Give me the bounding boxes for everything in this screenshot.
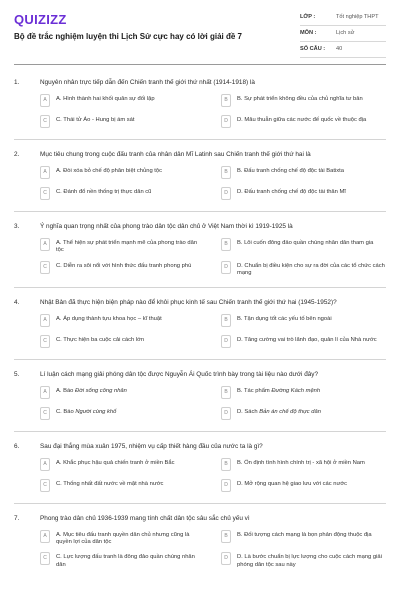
option-prefix: C. Báo	[56, 408, 76, 415]
option-text: B. Lôi cuốn đông đảo quần chúng nhân dân tham gia	[237, 240, 374, 246]
meta-label: LỚP :	[300, 14, 316, 20]
question-text: Sau đại thắng mùa xuân 1975, nhiệm vụ cấp thiết hàng đầu của nước ta là gì?	[40, 442, 263, 450]
option-letter-box: B	[221, 238, 231, 251]
option-title-italic: Đời sống công nhân	[75, 387, 127, 394]
quizizz-logo: QUIZIZZ	[14, 12, 67, 27]
option-letter-box: B	[221, 386, 231, 399]
meta-row-subject	[300, 26, 386, 42]
option-text: A. Thể hiện sự phát triển mạnh mẽ của phong trào dân tộc	[56, 240, 198, 254]
option-letter-box: B	[221, 166, 231, 179]
answer-option-a[interactable]	[40, 238, 205, 255]
option-text: D. Là bước chuẩn bị lực lượng cho cuộc cách mạng giải phóng dân tộc sau này	[237, 554, 382, 568]
answer-option-c[interactable]	[40, 552, 205, 569]
option-letter-box: C	[40, 479, 50, 492]
option-text: C. Đánh đổ nền thống trị thực dân cũ	[56, 189, 152, 195]
answer-option-d[interactable]	[221, 407, 386, 422]
option-prefix: D. Sách	[237, 408, 260, 415]
option-letter-box: A	[40, 458, 50, 471]
option-letter-box: D	[221, 261, 231, 274]
question-block	[14, 299, 386, 360]
answer-option-c[interactable]	[40, 335, 205, 350]
option-text: A. Đòi xóa bỏ chế độ phân biệt chủng tộc	[56, 168, 163, 174]
document-title: Bộ đề trắc nghiệm luyện thi Lịch Sử cực hay có lời giải đề 7	[14, 32, 242, 41]
answer-option-a[interactable]	[40, 530, 205, 547]
option-text: A. Khắc phục hậu quả chiến tranh ở miền Bắc	[56, 459, 175, 466]
answer-option-c[interactable]	[40, 479, 205, 494]
option-text: B. Đấu tranh chống chế độ độc tài Batixta	[237, 168, 344, 174]
option-text: D. Mở rộng quan hệ giao lưu với các nước	[237, 480, 348, 487]
answer-option-b[interactable]	[221, 314, 386, 329]
option-letter-box: D	[221, 407, 231, 420]
question-header	[14, 443, 386, 451]
option-text: C. Lực lượng đấu tranh là đông đảo quần chúng nhân dân	[56, 554, 195, 568]
option-letter-box: D	[221, 552, 231, 565]
option-text: B. Sự phát triển không đều của chủ nghĩa tư bản	[237, 96, 363, 102]
question-header	[14, 371, 386, 379]
answer-option-d[interactable]	[221, 552, 386, 569]
option-letter-box: C	[40, 115, 50, 128]
question-number: 7.	[14, 514, 20, 522]
answer-option-d[interactable]	[221, 335, 386, 350]
answer-options	[40, 94, 386, 130]
option-text: D. Mâu thuẫn giữa các nước đế quốc về thuộc địa	[237, 117, 367, 123]
option-letter-box: A	[40, 94, 50, 107]
option-text: D. Tăng cường vai trò lãnh đạo, quản lí của Nhà nước	[237, 336, 377, 343]
option-letter-box: A	[40, 386, 50, 399]
meta-label: MÔN :	[300, 30, 317, 36]
meta-row-count	[300, 42, 386, 58]
option-text: C. Diễn ra sôi nổi với hình thức đấu tranh phong phú	[56, 262, 192, 269]
answer-option-a[interactable]	[40, 314, 205, 329]
meta-value: 40	[336, 46, 343, 52]
option-text: C. Thực hiện ba cuộc cải cách lớn	[56, 336, 145, 343]
answer-options	[40, 238, 386, 278]
option-prefix: A. Báo	[56, 387, 76, 394]
option-prefix: B. Tác phẩm	[237, 387, 272, 394]
option-letter-box: C	[40, 187, 50, 200]
question-header	[14, 79, 386, 87]
answer-options	[40, 530, 386, 570]
answer-option-a[interactable]	[40, 458, 205, 473]
option-letter-box: D	[221, 335, 231, 348]
answer-option-c[interactable]	[40, 187, 205, 202]
option-letter-box: B	[221, 94, 231, 107]
option-text	[56, 407, 116, 416]
question-number: 4.	[14, 298, 20, 306]
option-letter-box: A	[40, 314, 50, 327]
option-letter-box: C	[40, 407, 50, 420]
question-number: 2.	[14, 151, 20, 158]
meta-row-grade	[300, 10, 386, 26]
question-number: 1.	[14, 79, 20, 86]
question-text: Lí luận cách mạng giải phóng dân tộc được Nguyễn Ái Quốc trình bày trong tài liệu nào dưới đây?	[40, 370, 319, 378]
meta-label: SỐ CÂU :	[300, 46, 326, 52]
option-letter-box: D	[221, 187, 231, 200]
option-text: D. Đấu tranh chống chế độ độc tài thân Mĩ	[237, 189, 346, 195]
question-list	[14, 79, 386, 578]
answer-option-b[interactable]	[221, 386, 386, 401]
meta-value: Tốt nghiệp THPT	[336, 14, 379, 20]
question-block	[14, 151, 386, 212]
answer-option-b[interactable]	[221, 458, 386, 473]
option-title-italic: Bản án chế độ thực dân	[259, 408, 321, 415]
answer-option-b[interactable]	[221, 166, 386, 181]
option-text	[56, 386, 127, 395]
question-block	[14, 515, 386, 579]
question-text: Ý nghĩa quan trọng nhất của phong trào dân tộc dân chủ ở Việt Nam thời kì 1919-1925 là	[40, 223, 293, 230]
option-text	[237, 407, 321, 416]
answer-option-c[interactable]	[40, 407, 205, 422]
question-number: 6.	[14, 442, 20, 450]
question-text: Mục tiêu chung trong cuộc đấu tranh của nhân dân Mĩ Latinh sau Chiến tranh thế giới thứ hai là	[40, 151, 311, 158]
option-text: A. Hình thành hai khối quân sự đối lập	[56, 96, 155, 102]
question-number: 3.	[14, 223, 20, 230]
answer-option-c[interactable]	[40, 115, 205, 130]
answer-option-d[interactable]	[221, 187, 386, 202]
option-title-italic: Người cùng khổ	[75, 408, 117, 415]
answer-option-d[interactable]	[221, 115, 386, 130]
option-text: B. Đối tượng cách mạng là bọn phản động thuộc địa	[237, 531, 372, 538]
answer-option-d[interactable]	[221, 479, 386, 494]
answer-options	[40, 386, 386, 422]
option-text: C. Thái tử Áo - Hung bị ám sát	[56, 117, 135, 123]
question-number: 5.	[14, 370, 20, 378]
option-text: D. Chuẩn bị điều kiện cho sự ra đời của các tổ chức cách mạng	[237, 262, 385, 277]
answer-option-a[interactable]	[40, 94, 205, 109]
worksheet-header	[14, 0, 386, 65]
answer-options	[40, 166, 386, 202]
meta-value: Lịch sử	[336, 30, 355, 36]
option-letter-box: C	[40, 335, 50, 348]
option-text: B. Tận dụng tốt các yếu tố bên ngoài	[237, 315, 332, 322]
question-text: Nguyên nhân trực tiếp dẫn đến Chiến tranh thế giới thứ nhất (1914-1918) là	[40, 79, 255, 86]
option-letter-box: C	[40, 261, 50, 274]
question-text: Phong trào dân chủ 1936-1939 mang tính chất dân tộc sâu sắc chủ yếu vì	[40, 514, 250, 522]
question-block	[14, 443, 386, 504]
option-text: A. Áp dụng thành tựu khoa học – kĩ thuật	[56, 315, 162, 322]
option-letter-box: B	[221, 314, 231, 327]
answer-options	[40, 458, 386, 494]
answer-option-a[interactable]	[40, 386, 205, 401]
question-block	[14, 223, 386, 288]
option-title-italic: Đường Kách mệnh	[271, 387, 321, 394]
option-text: C. Thống nhất đất nước về mặt nhà nước	[56, 480, 164, 487]
option-letter-box: A	[40, 238, 50, 251]
option-letter-box: A	[40, 166, 50, 179]
question-header	[14, 515, 386, 523]
option-letter-box: C	[40, 552, 50, 565]
option-text: B. Ổn định tình hình chính trị - xã hội ở miền Nam	[237, 459, 365, 466]
option-text	[237, 386, 320, 395]
option-letter-box: B	[221, 530, 231, 543]
option-text: A. Mục tiêu đấu tranh quyền dân chủ nhưng cũng là quyền lợi của dân tộc	[56, 531, 190, 546]
option-letter-box: D	[221, 115, 231, 128]
answer-option-d[interactable]	[221, 261, 386, 278]
answer-option-b[interactable]	[221, 530, 386, 547]
answer-option-b[interactable]	[221, 94, 386, 109]
answer-option-b[interactable]	[221, 238, 386, 255]
meta-table	[300, 10, 386, 58]
answer-options	[40, 314, 386, 350]
question-header	[14, 151, 386, 159]
question-block	[14, 371, 386, 432]
option-letter-box: B	[221, 458, 231, 471]
answer-option-c[interactable]	[40, 261, 205, 278]
question-text: Nhật Bản đã thực hiện biện pháp nào để khôi phục kinh tế sau Chiến tranh thế giới thứ hai (1945-1952)?	[40, 298, 337, 306]
option-letter-box: D	[221, 479, 231, 492]
question-header	[14, 223, 386, 231]
question-block	[14, 79, 386, 140]
question-header	[14, 299, 386, 307]
answer-option-a[interactable]	[40, 166, 205, 181]
option-letter-box: A	[40, 530, 50, 543]
